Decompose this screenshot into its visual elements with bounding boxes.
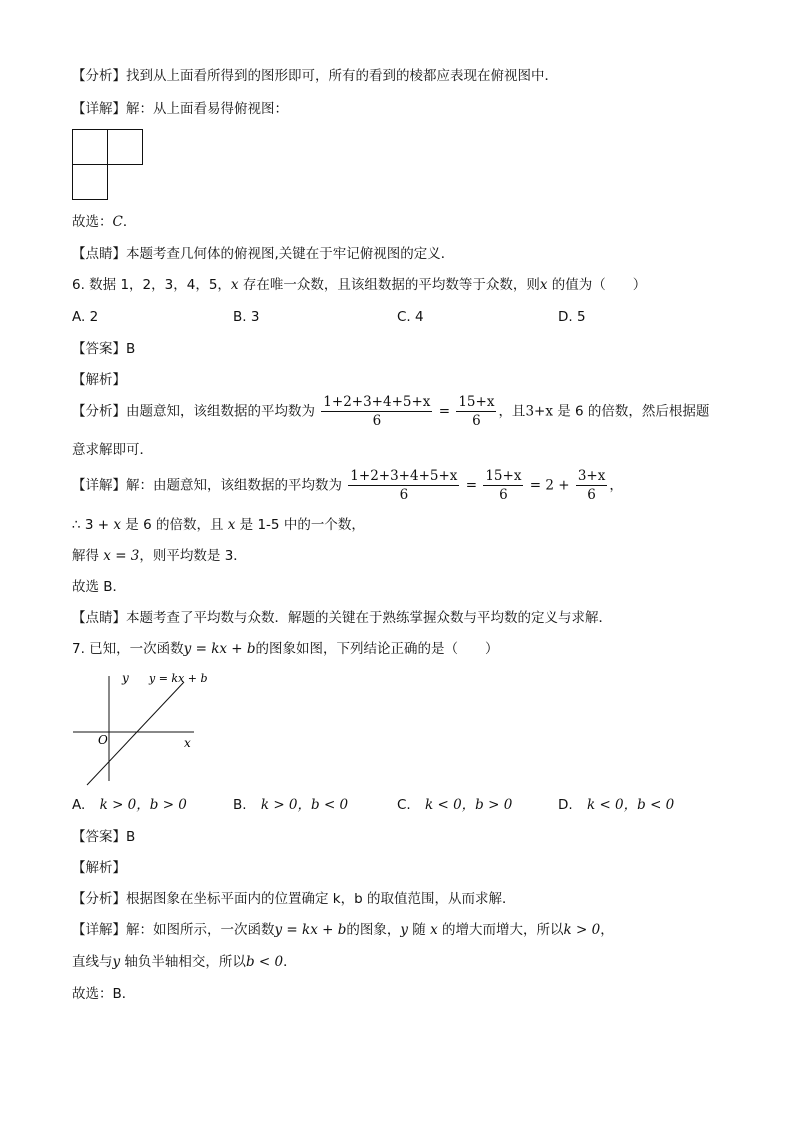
x-axis-label: x [184, 736, 191, 750]
q6-stem-prefix: 6. 数据 1，2，3，4，5， [72, 277, 231, 293]
analysis-tag: 【分析】 [72, 403, 126, 420]
fraction-numerator: 15+x [485, 468, 522, 484]
q7-stem-prefix: 7. 已知，一次函数 [72, 641, 184, 657]
therefore-var2: x [227, 517, 236, 533]
detail-mid: 的图象， [346, 922, 401, 938]
analysis-tag: 【分析】 [72, 891, 126, 907]
therefore-suffix: 是 1-5 中的一个数， [235, 517, 365, 533]
detail-plus: = 2 + [529, 477, 570, 494]
fraction-denominator: 6 [587, 487, 596, 503]
detail-mid2: 随 [408, 922, 431, 938]
q7-explain [72, 859, 126, 877]
fraction-numerator: 15+x [458, 394, 495, 410]
fraction-numerator: 1+2+3+4+5+x [350, 468, 458, 484]
top-view-square-2 [108, 130, 143, 165]
q6-stem-mid: 存在唯一众数，且该组数据的平均数等于众数，则 [238, 277, 540, 293]
q7-answer [72, 828, 135, 846]
detail-cond: k > 0 [563, 922, 601, 938]
fraction-denominator: 6 [372, 413, 382, 429]
q7-stem-func: y = kx + b [183, 641, 256, 657]
answer-value: B [126, 341, 136, 357]
detail-suffix: ， [609, 477, 623, 494]
explain-tag: 【解析】 [72, 860, 126, 876]
q6-explain [72, 371, 126, 389]
q6-analysis [72, 393, 709, 430]
detail-text: 解：从上面看易得俯视图： [126, 101, 288, 117]
q6-therefore [72, 516, 365, 534]
q7-options [72, 796, 722, 814]
option-expr: k > 0，b < 0 [260, 797, 349, 813]
detail-suffix: ， [600, 922, 614, 938]
analysis-text: 根据图象在坐标平面内的位置确定 k，b 的取值范围，从而求解． [126, 891, 516, 907]
fraction-simplified [483, 467, 523, 504]
choice-letter: C [112, 214, 123, 230]
q6-stem-suffix: 的值为（ ） [547, 277, 647, 293]
comment-tag: 【点睛】 [72, 246, 126, 262]
q7-option-a[interactable] [72, 796, 187, 814]
option-expr: k < 0，b > 0 [425, 797, 513, 813]
option-label: C. [397, 797, 411, 813]
top-view-figure [72, 129, 144, 201]
q6-option-a[interactable]: A. 2 [72, 309, 99, 325]
line2-var: y [112, 954, 121, 970]
q6-analysis-line2 [72, 441, 153, 459]
option-expr: k < 0，b < 0 [586, 797, 675, 813]
analysis-prefix: 由题意知，该组数据的平均数为 [126, 403, 315, 420]
fraction-remainder [576, 467, 608, 504]
top-view-square-1 [73, 130, 108, 165]
q6-detail [72, 467, 623, 504]
choice-text: 故选： [72, 214, 113, 230]
comment-text: 本题考查了平均数与众数．解题的关键在于熟练掌握众数与平均数的定义与求解． [126, 610, 612, 626]
q6-answer [72, 340, 135, 358]
analysis-mid: ，且 [498, 403, 526, 420]
option-label: A. [72, 797, 86, 813]
fraction-numerator: 1+2+3+4+5+x [323, 394, 431, 410]
equals-sign: = [438, 403, 451, 420]
q5-detail [72, 100, 288, 118]
q7-option-b[interactable] [233, 796, 348, 814]
line2-mid: 轴负半轴相交，所以 [120, 954, 246, 970]
answer-tag: 【答案】 [72, 341, 126, 357]
fraction-numerator: 3+x [577, 468, 606, 484]
analysis-suffix: 是 6 的倍数，然后根据题 [552, 403, 710, 420]
y-axis-label: y [122, 671, 129, 685]
line2-cond: b < 0 [245, 954, 284, 970]
detail-tag: 【详解】 [72, 477, 126, 494]
q7-choice [72, 985, 135, 1003]
choice-text: 故选 B． [72, 579, 127, 595]
q7-analysis [72, 890, 515, 908]
choice-end: ． [122, 214, 137, 230]
q6-stem-var: x [230, 277, 239, 293]
therefore-mid: 是 6 的倍数，且 [121, 517, 228, 533]
explain-tag: 【解析】 [72, 372, 126, 388]
option-label: B. [233, 797, 247, 813]
therefore-prefix: ∴ 3 + [72, 517, 114, 533]
option-expr: k > 0，b > 0 [99, 797, 187, 813]
detail-tag: 【详解】 [72, 922, 126, 938]
q7-detail-line2 [72, 953, 297, 971]
top-view-square-3 [73, 165, 108, 200]
q7-stem-suffix: 的图象如图，下列结论正确的是（ ） [255, 641, 499, 657]
detail-prefix: 解：由题意知，该组数据的平均数为 [126, 477, 342, 494]
q6-comment [72, 609, 612, 627]
q5-comment [72, 245, 454, 263]
solve-expr: x = 3 [103, 548, 140, 564]
detail-var-x: x [430, 922, 438, 938]
therefore-var: x [113, 517, 121, 533]
detail-mid3: 的增大而增大，所以 [437, 922, 564, 938]
analysis-expr: 3+x [525, 403, 553, 420]
fraction-simplified [456, 393, 496, 430]
q6-option-c[interactable]: C. 4 [397, 309, 424, 325]
q5-choice [72, 213, 136, 231]
line2-suffix: ． [283, 954, 297, 970]
comment-text: 本题考查几何体的俯视图,关键在于牢记俯视图的定义． [126, 246, 455, 262]
q6-choice [72, 578, 126, 596]
q7-detail [72, 921, 614, 939]
linear-function-graph [70, 668, 210, 786]
choice-text: 故选：B． [72, 986, 136, 1002]
detail-var-y: y [400, 922, 408, 938]
equals-sign: = [465, 477, 478, 494]
option-label: D. [558, 797, 573, 813]
q6-option-d[interactable]: D. 5 [558, 309, 586, 325]
q7-option-c[interactable] [397, 796, 512, 814]
origin-label: O [98, 733, 108, 747]
fraction-denominator: 6 [399, 487, 409, 503]
answer-value: B [126, 829, 136, 845]
q6-stem-var2: x [539, 277, 548, 293]
fraction-sum [321, 393, 432, 430]
detail-prefix: 解：如图所示，一次函数 [126, 922, 275, 938]
analysis-text: 找到从上面看所得到的图形即可，所有的看到的棱都应表现在俯视图中． [126, 68, 558, 84]
q7-option-d[interactable] [558, 796, 674, 814]
q6-options [72, 308, 722, 326]
function-label: y = kx + b [149, 672, 208, 685]
line2-prefix: 直线与 [72, 954, 113, 970]
q5-analysis [72, 67, 558, 85]
answer-tag: 【答案】 [72, 829, 126, 845]
q6-solve [72, 547, 247, 565]
q7-stem [72, 640, 499, 658]
analysis-line2: 意求解即可． [72, 442, 153, 458]
detail-tag: 【详解】 [72, 101, 126, 117]
solve-suffix: ，则平均数是 3． [139, 548, 247, 564]
fraction-denominator: 6 [472, 413, 481, 429]
fraction-sum [348, 467, 459, 504]
comment-tag: 【点睛】 [72, 610, 126, 626]
fraction-denominator: 6 [499, 487, 508, 503]
q6-option-b[interactable]: B. 3 [233, 309, 260, 325]
solve-prefix: 解得 [72, 548, 104, 564]
detail-func: y = kx + b [274, 922, 347, 938]
q6-stem [72, 276, 646, 294]
analysis-tag: 【分析】 [72, 68, 126, 84]
